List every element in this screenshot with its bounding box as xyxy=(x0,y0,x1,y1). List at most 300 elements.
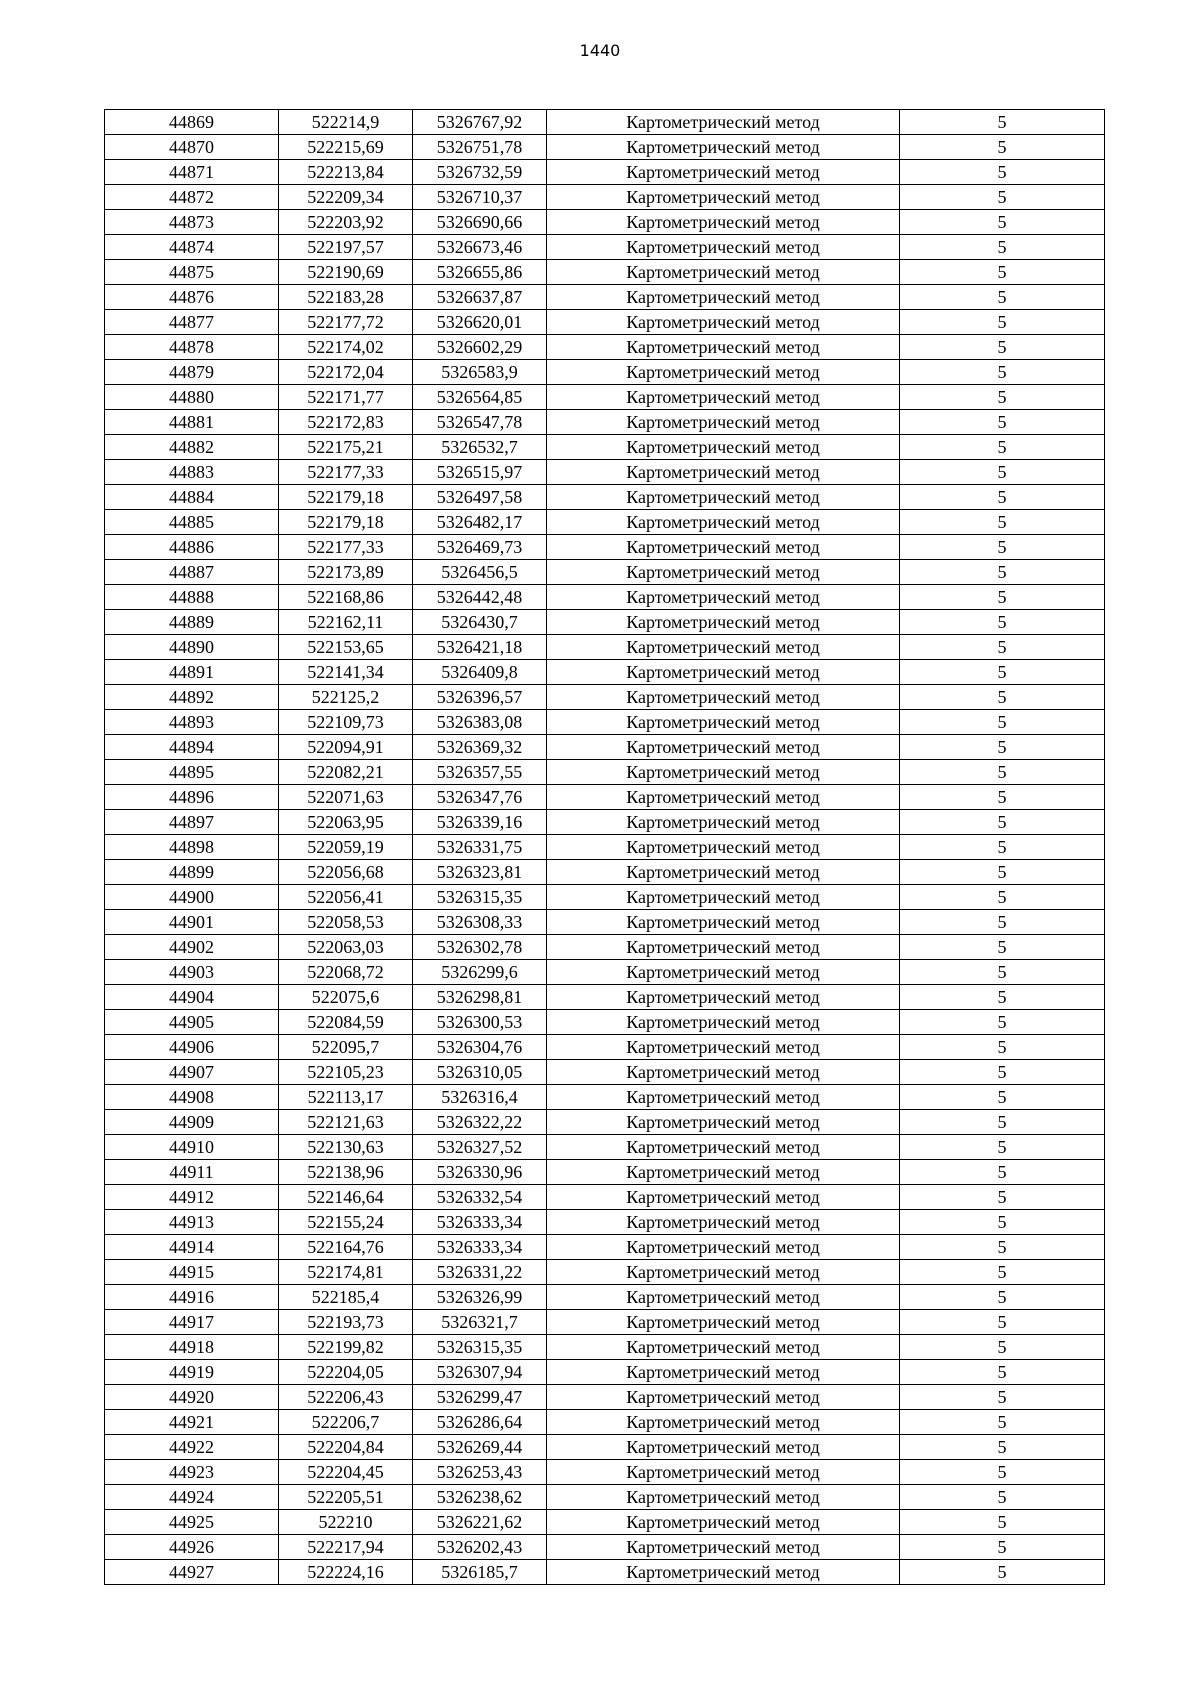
table-row xyxy=(105,1435,1105,1460)
table-row xyxy=(105,1310,1105,1335)
accuracy-cell: 5 xyxy=(900,410,1105,435)
point-number-cell: 44886 xyxy=(105,535,279,560)
table-row xyxy=(105,1410,1105,1435)
point-number-cell: 44906 xyxy=(105,1035,279,1060)
x-coordinate-cell: 522162,11 xyxy=(279,610,413,635)
x-coordinate-cell: 522209,34 xyxy=(279,185,413,210)
table-row xyxy=(105,1285,1105,1310)
method-cell: Картометрический метод xyxy=(547,1435,900,1460)
x-coordinate-cell: 522056,41 xyxy=(279,885,413,910)
point-number-cell: 44899 xyxy=(105,860,279,885)
accuracy-cell: 5 xyxy=(900,1135,1105,1160)
table-row xyxy=(105,1135,1105,1160)
y-coordinate-cell: 5326299,6 xyxy=(413,960,547,985)
accuracy-cell: 5 xyxy=(900,710,1105,735)
x-coordinate-cell: 522138,96 xyxy=(279,1160,413,1185)
point-number-cell: 44870 xyxy=(105,135,279,160)
point-number-cell: 44921 xyxy=(105,1410,279,1435)
point-number-cell: 44877 xyxy=(105,310,279,335)
table-row xyxy=(105,460,1105,485)
x-coordinate-cell: 522105,23 xyxy=(279,1060,413,1085)
x-coordinate-cell: 522056,68 xyxy=(279,860,413,885)
x-coordinate-cell: 522172,04 xyxy=(279,360,413,385)
accuracy-cell: 5 xyxy=(900,585,1105,610)
y-coordinate-cell: 5326253,43 xyxy=(413,1460,547,1485)
y-coordinate-cell: 5326185,7 xyxy=(413,1560,547,1585)
x-coordinate-cell: 522146,64 xyxy=(279,1185,413,1210)
accuracy-cell: 5 xyxy=(900,1110,1105,1135)
method-cell: Картометрический метод xyxy=(547,1535,900,1560)
x-coordinate-cell: 522141,34 xyxy=(279,660,413,685)
method-cell: Картометрический метод xyxy=(547,685,900,710)
accuracy-cell: 5 xyxy=(900,1235,1105,1260)
x-coordinate-cell: 522153,65 xyxy=(279,635,413,660)
point-number-cell: 44924 xyxy=(105,1485,279,1510)
table-row xyxy=(105,960,1105,985)
accuracy-cell: 5 xyxy=(900,810,1105,835)
method-cell: Картометрический метод xyxy=(547,1260,900,1285)
point-number-cell: 44874 xyxy=(105,235,279,260)
x-coordinate-cell: 522204,05 xyxy=(279,1360,413,1385)
x-coordinate-cell: 522206,7 xyxy=(279,1410,413,1435)
method-cell: Картометрический метод xyxy=(547,885,900,910)
table-row xyxy=(105,1460,1105,1485)
y-coordinate-cell: 5326286,64 xyxy=(413,1410,547,1435)
table-row xyxy=(105,1185,1105,1210)
x-coordinate-cell: 522177,33 xyxy=(279,535,413,560)
y-coordinate-cell: 5326304,76 xyxy=(413,1035,547,1060)
accuracy-cell: 5 xyxy=(900,385,1105,410)
point-number-cell: 44887 xyxy=(105,560,279,585)
table-row xyxy=(105,1010,1105,1035)
x-coordinate-cell: 522109,73 xyxy=(279,710,413,735)
accuracy-cell: 5 xyxy=(900,985,1105,1010)
table-row xyxy=(105,410,1105,435)
accuracy-cell: 5 xyxy=(900,960,1105,985)
accuracy-cell: 5 xyxy=(900,1535,1105,1560)
y-coordinate-cell: 5326339,16 xyxy=(413,810,547,835)
table-row xyxy=(105,910,1105,935)
point-number-cell: 44884 xyxy=(105,485,279,510)
accuracy-cell: 5 xyxy=(900,1335,1105,1360)
y-coordinate-cell: 5326221,62 xyxy=(413,1510,547,1535)
table-row xyxy=(105,1485,1105,1510)
y-coordinate-cell: 5326202,43 xyxy=(413,1535,547,1560)
x-coordinate-cell: 522224,16 xyxy=(279,1560,413,1585)
method-cell: Картометрический метод xyxy=(547,485,900,510)
point-number-cell: 44871 xyxy=(105,160,279,185)
y-coordinate-cell: 5326637,87 xyxy=(413,285,547,310)
x-coordinate-cell: 522214,9 xyxy=(279,110,413,135)
x-coordinate-cell: 522171,77 xyxy=(279,385,413,410)
point-number-cell: 44878 xyxy=(105,335,279,360)
point-number-cell: 44891 xyxy=(105,660,279,685)
accuracy-cell: 5 xyxy=(900,1435,1105,1460)
point-number-cell: 44876 xyxy=(105,285,279,310)
table-row xyxy=(105,1260,1105,1285)
y-coordinate-cell: 5326767,92 xyxy=(413,110,547,135)
table-row xyxy=(105,1510,1105,1535)
y-coordinate-cell: 5326315,35 xyxy=(413,1335,547,1360)
point-number-cell: 44908 xyxy=(105,1085,279,1110)
x-coordinate-cell: 522215,69 xyxy=(279,135,413,160)
table-row xyxy=(105,835,1105,860)
accuracy-cell: 5 xyxy=(900,260,1105,285)
point-number-cell: 44898 xyxy=(105,835,279,860)
table-row xyxy=(105,210,1105,235)
point-number-cell: 44904 xyxy=(105,985,279,1010)
y-coordinate-cell: 5326602,29 xyxy=(413,335,547,360)
table-row xyxy=(105,185,1105,210)
coordinates-table xyxy=(104,109,1105,1585)
y-coordinate-cell: 5326321,7 xyxy=(413,1310,547,1335)
accuracy-cell: 5 xyxy=(900,310,1105,335)
point-number-cell: 44917 xyxy=(105,1310,279,1335)
method-cell: Картометрический метод xyxy=(547,1210,900,1235)
x-coordinate-cell: 522095,7 xyxy=(279,1035,413,1060)
x-coordinate-cell: 522155,24 xyxy=(279,1210,413,1235)
x-coordinate-cell: 522174,81 xyxy=(279,1260,413,1285)
y-coordinate-cell: 5326482,17 xyxy=(413,510,547,535)
accuracy-cell: 5 xyxy=(900,635,1105,660)
accuracy-cell: 5 xyxy=(900,1210,1105,1235)
point-number-cell: 44909 xyxy=(105,1110,279,1135)
x-coordinate-cell: 522082,21 xyxy=(279,760,413,785)
method-cell: Картометрический метод xyxy=(547,1060,900,1085)
point-number-cell: 44897 xyxy=(105,810,279,835)
point-number-cell: 44875 xyxy=(105,260,279,285)
table-row xyxy=(105,260,1105,285)
y-coordinate-cell: 5326307,94 xyxy=(413,1360,547,1385)
point-number-cell: 44889 xyxy=(105,610,279,635)
table-row xyxy=(105,1335,1105,1360)
method-cell: Картометрический метод xyxy=(547,1135,900,1160)
x-coordinate-cell: 522063,95 xyxy=(279,810,413,835)
method-cell: Картометрический метод xyxy=(547,360,900,385)
x-coordinate-cell: 522179,18 xyxy=(279,510,413,535)
method-cell: Картометрический метод xyxy=(547,860,900,885)
x-coordinate-cell: 522175,21 xyxy=(279,435,413,460)
table-row xyxy=(105,560,1105,585)
table-row xyxy=(105,485,1105,510)
x-coordinate-cell: 522058,53 xyxy=(279,910,413,935)
y-coordinate-cell: 5326732,59 xyxy=(413,160,547,185)
x-coordinate-cell: 522183,28 xyxy=(279,285,413,310)
x-coordinate-cell: 522121,63 xyxy=(279,1110,413,1135)
x-coordinate-cell: 522217,94 xyxy=(279,1535,413,1560)
point-number-cell: 44883 xyxy=(105,460,279,485)
accuracy-cell: 5 xyxy=(900,685,1105,710)
y-coordinate-cell: 5326690,66 xyxy=(413,210,547,235)
accuracy-cell: 5 xyxy=(900,185,1105,210)
method-cell: Картометрический метод xyxy=(547,460,900,485)
point-number-cell: 44902 xyxy=(105,935,279,960)
table-row xyxy=(105,710,1105,735)
y-coordinate-cell: 5326673,46 xyxy=(413,235,547,260)
page-number: 1440 xyxy=(579,41,621,60)
point-number-cell: 44896 xyxy=(105,785,279,810)
method-cell: Картометрический метод xyxy=(547,1085,900,1110)
method-cell: Картометрический метод xyxy=(547,635,900,660)
x-coordinate-cell: 522203,92 xyxy=(279,210,413,235)
y-coordinate-cell: 5326330,96 xyxy=(413,1160,547,1185)
accuracy-cell: 5 xyxy=(900,1285,1105,1310)
table-row xyxy=(105,635,1105,660)
y-coordinate-cell: 5326456,5 xyxy=(413,560,547,585)
table-row xyxy=(105,1060,1105,1085)
point-number-cell: 44914 xyxy=(105,1235,279,1260)
method-cell: Картометрический метод xyxy=(547,735,900,760)
accuracy-cell: 5 xyxy=(900,535,1105,560)
x-coordinate-cell: 522173,89 xyxy=(279,560,413,585)
point-number-cell: 44927 xyxy=(105,1560,279,1585)
accuracy-cell: 5 xyxy=(900,760,1105,785)
table-row xyxy=(105,1535,1105,1560)
y-coordinate-cell: 5326620,01 xyxy=(413,310,547,335)
accuracy-cell: 5 xyxy=(900,110,1105,135)
accuracy-cell: 5 xyxy=(900,235,1105,260)
accuracy-cell: 5 xyxy=(900,460,1105,485)
table-row xyxy=(105,1110,1105,1135)
point-number-cell: 44920 xyxy=(105,1385,279,1410)
table-row xyxy=(105,935,1105,960)
y-coordinate-cell: 5326326,99 xyxy=(413,1285,547,1310)
method-cell: Картометрический метод xyxy=(547,560,900,585)
method-cell: Картометрический метод xyxy=(547,1460,900,1485)
table-row xyxy=(105,785,1105,810)
table-row xyxy=(105,1360,1105,1385)
table-row xyxy=(105,510,1105,535)
table-row xyxy=(105,735,1105,760)
accuracy-cell: 5 xyxy=(900,1185,1105,1210)
y-coordinate-cell: 5326515,97 xyxy=(413,460,547,485)
method-cell: Картометрический метод xyxy=(547,310,900,335)
method-cell: Картометрический метод xyxy=(547,135,900,160)
method-cell: Картометрический метод xyxy=(547,185,900,210)
table-row xyxy=(105,1160,1105,1185)
y-coordinate-cell: 5326333,34 xyxy=(413,1210,547,1235)
x-coordinate-cell: 522210 xyxy=(279,1510,413,1535)
method-cell: Картометрический метод xyxy=(547,710,900,735)
y-coordinate-cell: 5326299,47 xyxy=(413,1385,547,1410)
table-row xyxy=(105,335,1105,360)
y-coordinate-cell: 5326396,57 xyxy=(413,685,547,710)
accuracy-cell: 5 xyxy=(900,1160,1105,1185)
method-cell: Картометрический метод xyxy=(547,1335,900,1360)
y-coordinate-cell: 5326583,9 xyxy=(413,360,547,385)
accuracy-cell: 5 xyxy=(900,510,1105,535)
table-row xyxy=(105,310,1105,335)
accuracy-cell: 5 xyxy=(900,1560,1105,1585)
method-cell: Картометрический метод xyxy=(547,1410,900,1435)
x-coordinate-cell: 522177,72 xyxy=(279,310,413,335)
method-cell: Картометрический метод xyxy=(547,385,900,410)
point-number-cell: 44885 xyxy=(105,510,279,535)
accuracy-cell: 5 xyxy=(900,860,1105,885)
point-number-cell: 44926 xyxy=(105,1535,279,1560)
y-coordinate-cell: 5326331,22 xyxy=(413,1260,547,1285)
x-coordinate-cell: 522130,63 xyxy=(279,1135,413,1160)
method-cell: Картометрический метод xyxy=(547,410,900,435)
method-cell: Картометрический метод xyxy=(547,285,900,310)
x-coordinate-cell: 522084,59 xyxy=(279,1010,413,1035)
table-row xyxy=(105,610,1105,635)
point-number-cell: 44916 xyxy=(105,1285,279,1310)
y-coordinate-cell: 5326547,78 xyxy=(413,410,547,435)
x-coordinate-cell: 522172,83 xyxy=(279,410,413,435)
accuracy-cell: 5 xyxy=(900,835,1105,860)
method-cell: Картометрический метод xyxy=(547,1385,900,1410)
x-coordinate-cell: 522164,76 xyxy=(279,1235,413,1260)
table-row xyxy=(105,435,1105,460)
point-number-cell: 44881 xyxy=(105,410,279,435)
point-number-cell: 44900 xyxy=(105,885,279,910)
x-coordinate-cell: 522071,63 xyxy=(279,785,413,810)
point-number-cell: 44894 xyxy=(105,735,279,760)
method-cell: Картометрический метод xyxy=(547,760,900,785)
x-coordinate-cell: 522125,2 xyxy=(279,685,413,710)
accuracy-cell: 5 xyxy=(900,360,1105,385)
method-cell: Картометрический метод xyxy=(547,785,900,810)
point-number-cell: 44879 xyxy=(105,360,279,385)
point-number-cell: 44907 xyxy=(105,1060,279,1085)
method-cell: Картометрический метод xyxy=(547,1510,900,1535)
point-number-cell: 44892 xyxy=(105,685,279,710)
table-row xyxy=(105,535,1105,560)
accuracy-cell: 5 xyxy=(900,1260,1105,1285)
y-coordinate-cell: 5326331,75 xyxy=(413,835,547,860)
x-coordinate-cell: 522177,33 xyxy=(279,460,413,485)
point-number-cell: 44888 xyxy=(105,585,279,610)
table-row xyxy=(105,1085,1105,1110)
y-coordinate-cell: 5326442,48 xyxy=(413,585,547,610)
method-cell: Картометрический метод xyxy=(547,810,900,835)
method-cell: Картометрический метод xyxy=(547,660,900,685)
method-cell: Картометрический метод xyxy=(547,1035,900,1060)
method-cell: Картометрический метод xyxy=(547,1285,900,1310)
accuracy-cell: 5 xyxy=(900,285,1105,310)
accuracy-cell: 5 xyxy=(900,335,1105,360)
table-row xyxy=(105,985,1105,1010)
x-coordinate-cell: 522213,84 xyxy=(279,160,413,185)
x-coordinate-cell: 522174,02 xyxy=(279,335,413,360)
point-number-cell: 44880 xyxy=(105,385,279,410)
method-cell: Картометрический метод xyxy=(547,1485,900,1510)
x-coordinate-cell: 522168,86 xyxy=(279,585,413,610)
y-coordinate-cell: 5326751,78 xyxy=(413,135,547,160)
table-row xyxy=(105,760,1105,785)
accuracy-cell: 5 xyxy=(900,1360,1105,1385)
method-cell: Картометрический метод xyxy=(547,1360,900,1385)
point-number-cell: 44872 xyxy=(105,185,279,210)
method-cell: Картометрический метод xyxy=(547,1310,900,1335)
method-cell: Картометрический метод xyxy=(547,610,900,635)
method-cell: Картометрический метод xyxy=(547,1235,900,1260)
accuracy-cell: 5 xyxy=(900,435,1105,460)
y-coordinate-cell: 5326310,05 xyxy=(413,1060,547,1085)
table-row xyxy=(105,285,1105,310)
y-coordinate-cell: 5326710,37 xyxy=(413,185,547,210)
table-row xyxy=(105,360,1105,385)
table-row xyxy=(105,235,1105,260)
y-coordinate-cell: 5326383,08 xyxy=(413,710,547,735)
x-coordinate-cell: 522059,19 xyxy=(279,835,413,860)
point-number-cell: 44910 xyxy=(105,1135,279,1160)
y-coordinate-cell: 5326332,54 xyxy=(413,1185,547,1210)
y-coordinate-cell: 5326315,35 xyxy=(413,885,547,910)
y-coordinate-cell: 5326300,53 xyxy=(413,1010,547,1035)
accuracy-cell: 5 xyxy=(900,135,1105,160)
y-coordinate-cell: 5326323,81 xyxy=(413,860,547,885)
x-coordinate-cell: 522190,69 xyxy=(279,260,413,285)
accuracy-cell: 5 xyxy=(900,1485,1105,1510)
point-number-cell: 44923 xyxy=(105,1460,279,1485)
accuracy-cell: 5 xyxy=(900,1010,1105,1035)
y-coordinate-cell: 5326316,4 xyxy=(413,1085,547,1110)
accuracy-cell: 5 xyxy=(900,785,1105,810)
accuracy-cell: 5 xyxy=(900,910,1105,935)
y-coordinate-cell: 5326308,33 xyxy=(413,910,547,935)
y-coordinate-cell: 5326369,32 xyxy=(413,735,547,760)
table-row xyxy=(105,1235,1105,1260)
y-coordinate-cell: 5326469,73 xyxy=(413,535,547,560)
x-coordinate-cell: 522204,45 xyxy=(279,1460,413,1485)
point-number-cell: 44925 xyxy=(105,1510,279,1535)
y-coordinate-cell: 5326322,22 xyxy=(413,1110,547,1135)
method-cell: Картометрический метод xyxy=(547,1160,900,1185)
accuracy-cell: 5 xyxy=(900,885,1105,910)
y-coordinate-cell: 5326327,52 xyxy=(413,1135,547,1160)
point-number-cell: 44873 xyxy=(105,210,279,235)
method-cell: Картометрический метод xyxy=(547,335,900,360)
y-coordinate-cell: 5326497,58 xyxy=(413,485,547,510)
x-coordinate-cell: 522204,84 xyxy=(279,1435,413,1460)
point-number-cell: 44903 xyxy=(105,960,279,985)
method-cell: Картометрический метод xyxy=(547,210,900,235)
point-number-cell: 44915 xyxy=(105,1260,279,1285)
x-coordinate-cell: 522206,43 xyxy=(279,1385,413,1410)
method-cell: Картометрический метод xyxy=(547,985,900,1010)
accuracy-cell: 5 xyxy=(900,560,1105,585)
method-cell: Картометрический метод xyxy=(547,1560,900,1585)
method-cell: Картометрический метод xyxy=(547,535,900,560)
point-number-cell: 44911 xyxy=(105,1160,279,1185)
method-cell: Картометрический метод xyxy=(547,960,900,985)
y-coordinate-cell: 5326409,8 xyxy=(413,660,547,685)
method-cell: Картометрический метод xyxy=(547,510,900,535)
x-coordinate-cell: 522063,03 xyxy=(279,935,413,960)
point-number-cell: 44893 xyxy=(105,710,279,735)
y-coordinate-cell: 5326430,7 xyxy=(413,610,547,635)
method-cell: Картометрический метод xyxy=(547,260,900,285)
table-row xyxy=(105,160,1105,185)
y-coordinate-cell: 5326302,78 xyxy=(413,935,547,960)
table-row xyxy=(105,585,1105,610)
x-coordinate-cell: 522179,18 xyxy=(279,485,413,510)
point-number-cell: 44882 xyxy=(105,435,279,460)
accuracy-cell: 5 xyxy=(900,1035,1105,1060)
accuracy-cell: 5 xyxy=(900,1085,1105,1110)
accuracy-cell: 5 xyxy=(900,1460,1105,1485)
y-coordinate-cell: 5326238,62 xyxy=(413,1485,547,1510)
accuracy-cell: 5 xyxy=(900,1310,1105,1335)
point-number-cell: 44895 xyxy=(105,760,279,785)
table-row xyxy=(105,110,1105,135)
method-cell: Картометрический метод xyxy=(547,160,900,185)
method-cell: Картометрический метод xyxy=(547,110,900,135)
table-row xyxy=(105,810,1105,835)
point-number-cell: 44905 xyxy=(105,1010,279,1035)
